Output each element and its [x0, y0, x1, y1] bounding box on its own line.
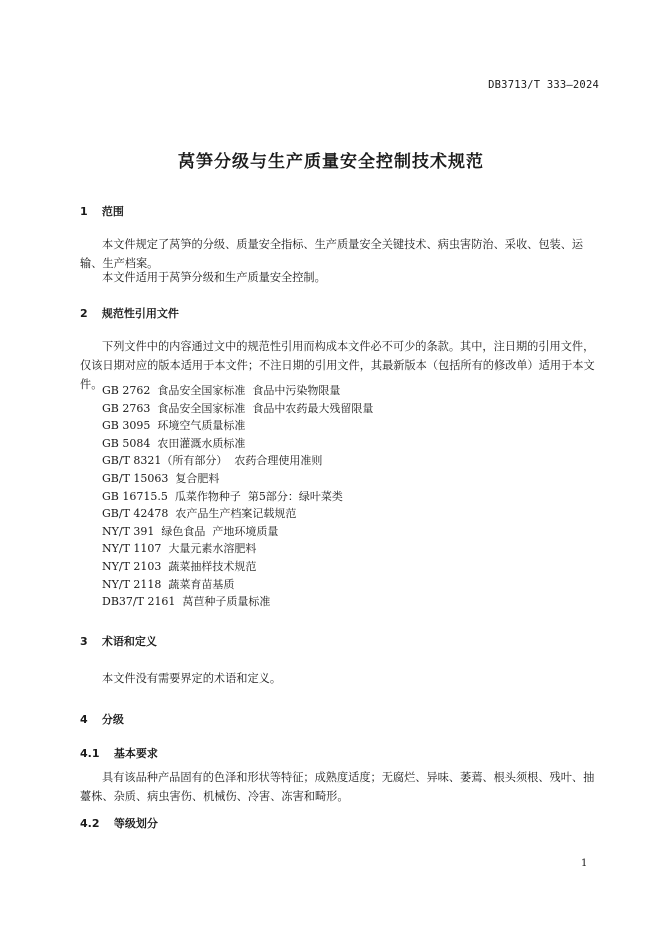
section-number: 4.1: [80, 747, 100, 760]
paragraph-terms: 本文件没有需要界定的术语和定义。: [102, 672, 282, 685]
reference-item: NY/T 2103 蔬菜抽样技术规范: [102, 559, 257, 573]
section-heading-1: [80, 203, 124, 219]
paragraph-scope-2: 本文件适用于莴笋分级和生产质量安全控制。: [102, 271, 326, 284]
section-heading-2: [80, 305, 179, 321]
paragraph-normative-references: 下列文件中的内容通过文中的规范性引用而构成本文件必不可少的条款。其中，注日期的引用文件，仅该日期对应的版本适用于本文件；不注日期的引用文件，其最新版本（包括所有的修改单）适用于本文件。: [80, 340, 595, 391]
section-number: 3: [80, 635, 88, 648]
reference-item: GB/T 42478 农产品生产档案记载规范: [102, 507, 297, 521]
section-number: 4.2: [80, 817, 100, 830]
reference-item: GB 2762 食品安全国家标准 食品中污染物限量: [102, 384, 341, 397]
section-number: 2: [80, 307, 88, 320]
subsection-heading-4-1: [80, 745, 158, 761]
paragraph-basic-requirements: 具有该品种产品固有的色泽和形状等特征；成熟度适度；无腐烂、异味、萎蔫、根头须根、残叶、抽薹株、杂质、病虫害伤、机械伤、冷害、冻害和畸形。: [80, 771, 595, 803]
reference-item: NY/T 391 绿色食品 产地环境质量: [102, 524, 279, 538]
reference-item: GB 2763 食品安全国家标准 食品中农药最大残留限量: [102, 401, 374, 415]
section-title: 规范性引用文件: [101, 307, 179, 320]
reference-item: GB 3095 环境空气质量标准: [102, 419, 246, 433]
document-title: 莴笋分级与生产质量安全控制技术规范: [178, 152, 484, 172]
reference-item: GB 5084 农田灌溉水质标准: [102, 436, 246, 450]
section-number: 4: [80, 713, 88, 726]
reference-item: GB/T 8321（所有部分） 农药合理使用准则: [102, 454, 323, 468]
section-number: 1: [80, 205, 88, 218]
subsection-heading-4-2: [80, 815, 158, 831]
reference-item: GB 16715.5 瓜菜作物种子 第5部分：绿叶菜类: [102, 489, 343, 503]
section-title: 分级: [101, 713, 124, 726]
paragraph-scope-1: 本文件规定了莴笋的分级、质量安全指标、生产质量安全关键技术、病虫害防治、采收、包装、运输、生产档案。: [80, 238, 584, 270]
reference-item: NY/T 2118 蔬菜育苗基质: [102, 577, 235, 591]
section-title: 范围: [101, 205, 124, 218]
section-title: 术语和定义: [101, 635, 157, 648]
section-heading-4: [80, 711, 124, 727]
section-title: 等级划分: [113, 817, 158, 830]
section-heading-3: [80, 633, 157, 649]
section-title: 基本要求: [113, 747, 158, 760]
reference-item: DB37/T 2161 莴苣种子质量标准: [102, 595, 271, 609]
reference-list: [102, 382, 373, 611]
reference-item: GB/T 15063 复合肥料: [102, 471, 220, 485]
reference-item: NY/T 1107 大量元素水溶肥料: [102, 542, 257, 556]
document-code: DB3713/T 333—2024: [488, 79, 599, 91]
page-number: 1: [581, 858, 588, 869]
